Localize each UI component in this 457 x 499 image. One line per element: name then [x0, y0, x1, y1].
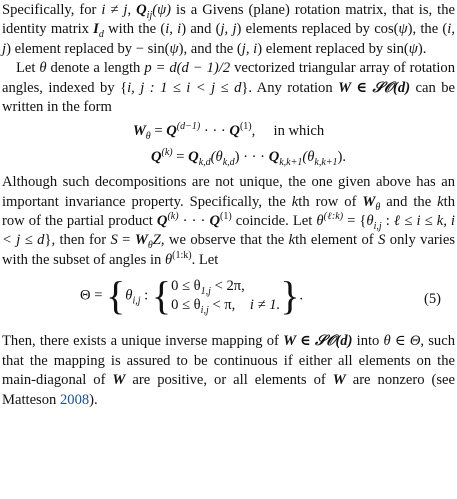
case-second: $0 \le \theta_{i,j} < \pi$, i ≠ 1. — [171, 297, 281, 317]
citation-link[interactable]: 2008 — [59, 391, 90, 408]
equation-q-k: $Q^{(k)} = Q_{k,d}(\theta_{k,d})$ · · · $Q_{k,k+1}(\theta_{k,k+1})$. — [150, 146, 347, 168]
equation-theta-set — [2, 274, 455, 328]
case-first: $0 \le \theta_{1,j} < 2\pi$, — [171, 278, 245, 298]
paragraph-inverse-mapping: Then, there exists a unique inverse mapping of W ∈ 𝒮𝒪(d) into θ ∈ Θ, such that the mapping is assured to be continuous if either all elements on the main-diagonal of W are positive, or all elements of W are nonzero (see Matteson 2008). — [2, 333, 456, 408]
paper-page — [2, 1, 455, 410]
equation-theta-set-body: $\Theta = \{\theta_{i,j}$ : {$0 \le \theta_{1,j} < 2\pi$, $0 \le \theta_{i,j} < \pi$, i ≠ 1.}. — [80, 273, 304, 319]
paragraph-invariance: Although such decompositions are not unique, the one given above has an important invariance property. Specifically, the kth row of $W_\theta$ and the kth row of the partial product $Q^{(k)}$ · · · $Q^{(1)}$ coincide. Let $\theta^{(\ell:k)} = \{\theta_{i,j}$ : ℓ ≤ i ≤ k, i < j ≤ d}, then for $S = W_\theta Z$, we observe that the kth element of S only varies with the subset of angles in $\theta^{(1:k)}$. Let — [2, 174, 455, 268]
paragraph-givens: Specifically, for i ≠ j, $Q_{ij}(\psi)$ is a Givens (plane) rotation matrix, that is, the identity matrix $I_d$ with the (i, i) and (j, j) elements replaced by cos(ψ), the (i, j) element replaced by − sin(ψ), and the (j, i) element replaced by sin(ψ). — [2, 2, 455, 57]
paragraph-rotation-angles: Let θ denote a length p = d(d − 1)/2 vectorized triangular array of rotation angles, indexed by {i, j : 1 ≤ i < j ≤ d}. Any rotation W ∈ 𝒮𝒪(d) can be written in the form — [2, 60, 455, 116]
cases-brace: { — [151, 273, 172, 319]
equation-number: (5) — [423, 291, 441, 308]
right-brace: } — [280, 273, 300, 319]
cases-block — [171, 277, 280, 315]
equation-w-theta: $W_\theta = Q^{(d-1)}$ · · · $Q^{(1)}$, in which — [132, 121, 325, 143]
left-brace: { — [106, 273, 126, 319]
